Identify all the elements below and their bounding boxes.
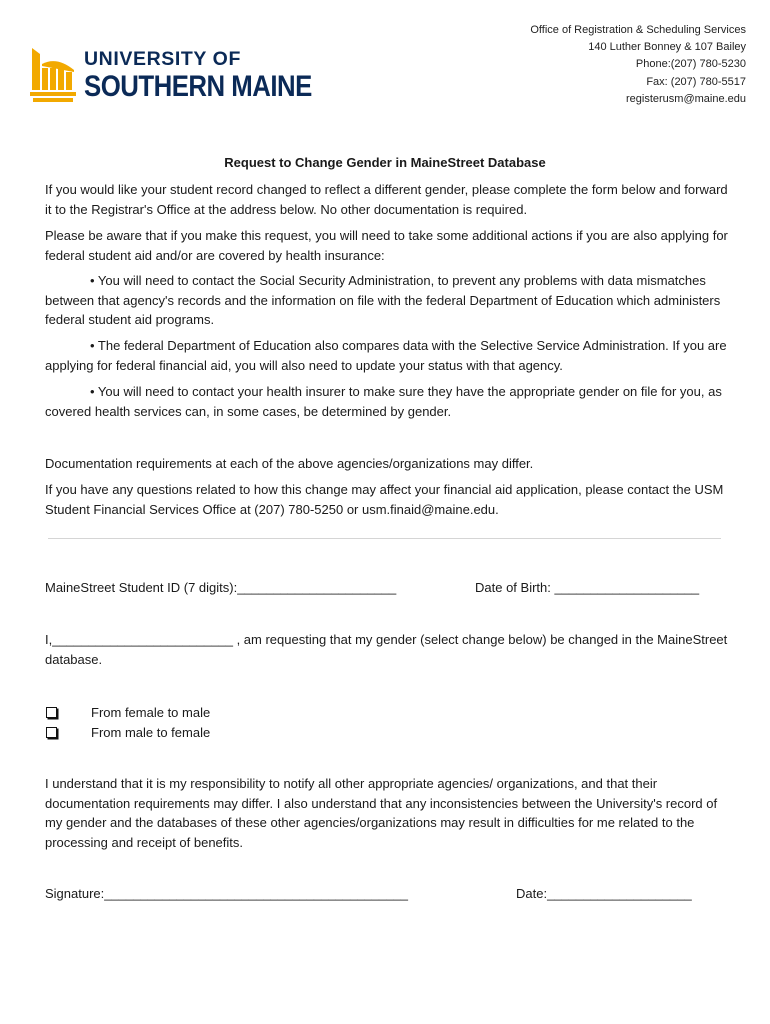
date-of-birth-field[interactable]: Date of Birth: ____________________: [475, 580, 700, 595]
office-name: Office of Registration & Scheduling Services: [530, 24, 746, 36]
office-email: registerusm@maine.edu: [626, 92, 746, 105]
logo-wordmark: [84, 48, 349, 104]
section-divider: [48, 538, 721, 539]
office-address: 140 Luther Bonney & 107 Bailey: [588, 41, 746, 54]
intro-paragraph: If you would like your student record changed to reflect a different gender, please complete the form below and forward it to the Registrar's Office at the address below. No other documentation is required.: [45, 182, 728, 217]
acknowledgement-paragraph: I understand that it is my responsibility to notify all other appropriate agencies/ organizations, and that their documentation requirements may differ. I also understand that any inconsistencies between the University's record of my gender and the databases of these other agencies/organizations may result in difficulties for me related to the processing and receipt of benefits.: [45, 776, 718, 850]
logo-line2: SOUTHERN MAINE: [84, 70, 312, 103]
office-fax: Fax: (207) 780-5517: [646, 75, 746, 88]
bullet-health-insurer: • You will need to contact your health insurer to make sure they have the appropriate gender on file for you, as covered health services can, in some cases, be determined by gender.: [45, 384, 722, 419]
logo-line1: UNIVERSITY OF: [84, 48, 241, 70]
usm-logo-mark-icon: [30, 46, 80, 108]
bullet-ssa: • You will need to contact the Social Security Administration, to prevent any problems with data mismatches between that agency's records and the information on file with the federal Department of Education which administers federal student aid programs.: [45, 273, 721, 327]
checkbox-icon[interactable]: [46, 707, 57, 718]
gender-change-options: [45, 703, 210, 742]
option-label: From male to female: [91, 724, 211, 740]
student-id-field[interactable]: MaineStreet Student ID (7 digits):______________________: [45, 580, 397, 595]
signature-field[interactable]: Signature:__________________________________________: [45, 886, 408, 901]
office-phone: Phone:(207) 780-5230: [635, 58, 746, 71]
office-address-block: [530, 22, 746, 108]
usm-logo: [30, 46, 340, 108]
form-title: Request to Change Gender in MaineStreet Database: [224, 155, 546, 170]
option-male-to-female[interactable]: [45, 723, 210, 743]
bullet-selective-service: • The federal Department of Education also compares data with the Selective Service Administration. If you are applying for federal financial aid, you will also need to update your status with that agency.: [45, 338, 727, 373]
documentation-note: Documentation requirements at each of the above agencies/organizations may differ.: [45, 456, 534, 471]
option-female-to-male[interactable]: [45, 703, 210, 723]
aware-paragraph: Please be aware that if you make this request, you will need to take some additional actions if you are also applying for federal student aid and/or are covered by health insurance:: [45, 228, 728, 263]
date-field[interactable]: Date:____________________: [516, 886, 692, 901]
questions-paragraph: If you have any questions related to how this change may affect your financial aid application, please contact the USM Student Financial Services Office at (207) 780-5250 or usm.finaid@maine.edu.: [45, 482, 724, 517]
checkbox-icon[interactable]: [46, 727, 57, 738]
name-request-field[interactable]: I,_________________________ , am requesting that my gender (select change below) be changed in the MaineStreet database.: [45, 632, 728, 667]
option-label: From female to male: [91, 705, 211, 720]
